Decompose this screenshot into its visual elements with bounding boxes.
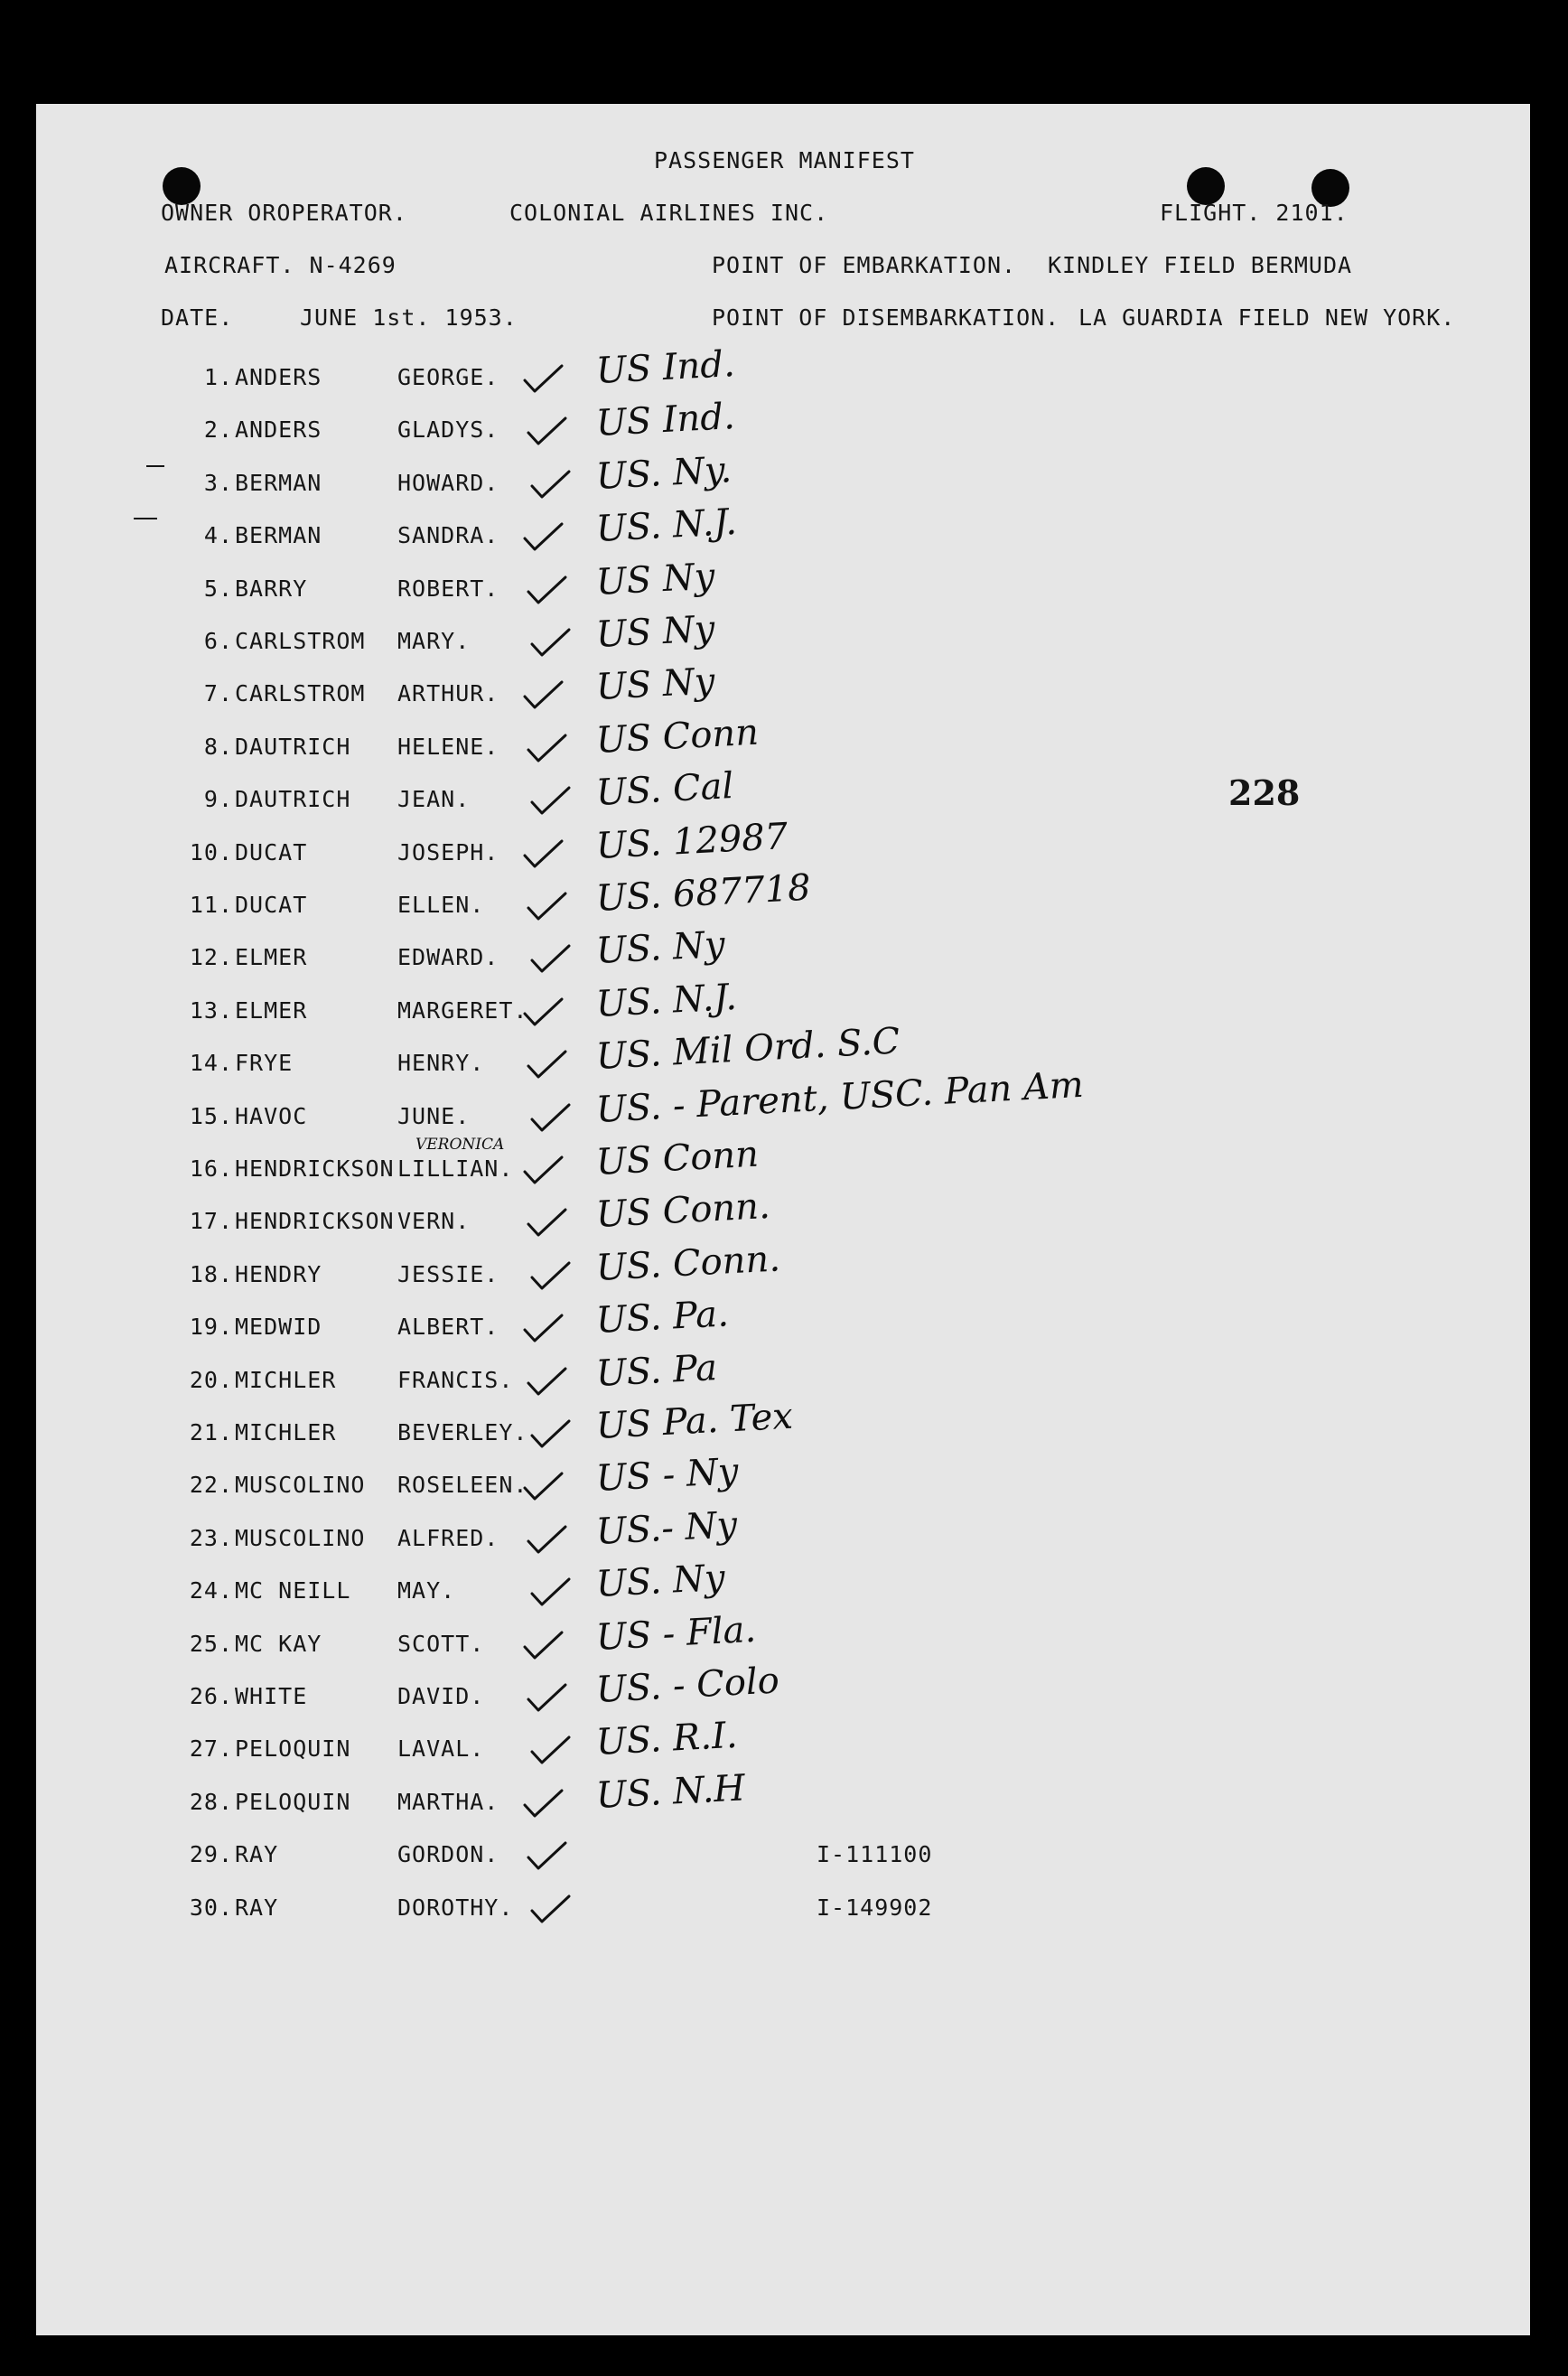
passenger-last-name: MC KAY	[235, 1631, 322, 1657]
passenger-last-name: BERMAN	[235, 522, 322, 548]
handwritten-citizenship-note: US Ny	[594, 608, 716, 656]
passenger-number: 11.	[189, 892, 233, 918]
passenger-last-name: RAY	[235, 1841, 279, 1867]
passenger-first-name: MAY.	[397, 1577, 456, 1604]
check-mark-icon	[522, 1631, 564, 1661]
handwritten-citizenship-note: US. N.J.	[594, 976, 738, 1025]
passenger-last-name: MUSCOLINO	[235, 1472, 366, 1498]
passenger-last-name: MC NEILL	[235, 1577, 351, 1604]
handwritten-citizenship-note: US. Pa	[594, 1347, 719, 1395]
check-mark-icon	[522, 839, 564, 870]
check-mark-icon	[529, 1735, 571, 1766]
handwritten-citizenship-note: US Conn	[594, 1133, 761, 1183]
passenger-first-name: HOWARD.	[397, 470, 499, 496]
passenger-first-name: GORDON.	[397, 1841, 499, 1867]
check-mark-icon	[522, 1472, 564, 1502]
passenger-row	[36, 1660, 1530, 1723]
handwritten-citizenship-note: US Ny	[594, 556, 716, 603]
passenger-last-name: WHITE	[235, 1683, 308, 1709]
passenger-row	[36, 1714, 1530, 1775]
passenger-first-name: SANDRA.	[397, 522, 499, 548]
passenger-last-name: MICHLER	[235, 1419, 337, 1445]
passenger-number: 28.	[189, 1789, 233, 1815]
handwritten-citizenship-note: US. 12987	[594, 815, 789, 867]
passenger-first-name: LILLIAN.	[397, 1155, 514, 1182]
passenger-number: 18.	[189, 1261, 233, 1287]
passenger-number: 12.	[189, 944, 233, 970]
passenger-first-name: FRANCIS.	[397, 1367, 514, 1393]
passenger-row	[36, 556, 1530, 615]
passenger-last-name: BARRY	[235, 575, 308, 602]
passenger-number: 8.	[203, 734, 233, 760]
passenger-number: 3.	[203, 470, 233, 496]
passenger-first-name: SCOTT.	[397, 1631, 485, 1657]
check-mark-icon	[526, 734, 567, 764]
passenger-number: 15.	[189, 1103, 233, 1129]
passenger-last-name: DAUTRICH	[235, 786, 351, 812]
handwritten-citizenship-note: US. 687718	[594, 866, 812, 920]
passenger-last-name: MEDWID	[235, 1314, 322, 1340]
passenger-first-name: EDWARD.	[397, 944, 499, 970]
passenger-number: 21.	[189, 1419, 233, 1445]
embarkation-label: POINT OF EMBARKATION.	[712, 252, 1017, 278]
check-mark-icon	[526, 416, 567, 447]
passenger-last-name: ELMER	[235, 944, 308, 970]
date-label: DATE.	[161, 304, 234, 331]
passenger-number: 2.	[203, 416, 233, 443]
passenger-row	[36, 1184, 1530, 1248]
handwritten-citizenship-note: US. - Colo	[594, 1660, 780, 1711]
handwritten-citizenship-note: US. Ny	[594, 923, 726, 972]
passenger-last-name: PELOQUIN	[235, 1735, 351, 1762]
handwritten-citizenship-note: US Conn	[594, 711, 761, 762]
passenger-first-name: BEVERLEY.	[397, 1419, 528, 1445]
passenger-last-name: DAUTRICH	[235, 734, 351, 760]
date-value: JUNE 1st. 1953.	[300, 304, 518, 331]
check-mark-icon	[526, 1525, 567, 1556]
passenger-first-name: ALBERT.	[397, 1314, 499, 1340]
check-mark-icon	[529, 1103, 571, 1134]
passenger-number: 7.	[203, 680, 233, 706]
passenger-first-name: LAVAL.	[397, 1735, 485, 1762]
handwritten-citizenship-note: US. Pa.	[594, 1293, 730, 1342]
passenger-row	[36, 1503, 1530, 1565]
check-mark-icon	[526, 1841, 567, 1872]
passenger-first-name: ARTHUR.	[397, 680, 499, 706]
passenger-row	[36, 1557, 1530, 1617]
check-mark-icon	[529, 1419, 571, 1450]
passenger-last-name: CARLSTROM	[235, 680, 366, 706]
check-mark-icon	[526, 1683, 567, 1714]
handwritten-citizenship-note: US.- Ny	[594, 1503, 739, 1553]
passenger-number: 10.	[189, 839, 233, 865]
passenger-number: 23.	[189, 1525, 233, 1551]
check-mark-icon	[522, 1789, 564, 1819]
check-mark-icon	[529, 1577, 571, 1608]
passenger-first-name: ROSELEEN.	[397, 1472, 528, 1498]
passenger-row	[36, 660, 1530, 720]
handwritten-citizenship-note: US Pa. Tex	[594, 1395, 794, 1447]
passenger-first-name: MARGERET.	[397, 997, 528, 1024]
passenger-last-name: FRYE	[235, 1050, 294, 1076]
passenger-last-name: HENDRY	[235, 1261, 322, 1287]
check-mark-icon	[529, 470, 571, 500]
passenger-last-name: HAVOC	[235, 1103, 308, 1129]
handwritten-citizenship-note: US. N.H	[594, 1767, 747, 1817]
passenger-last-name: MUSCOLINO	[235, 1525, 366, 1551]
aircraft-registration: AIRCRAFT. N-4269	[164, 252, 397, 278]
passenger-first-name: VERN.	[397, 1208, 471, 1234]
check-mark-icon	[522, 680, 564, 711]
handwritten-citizenship-note: US Ind.	[594, 395, 736, 444]
handwritten-citizenship-note: US. Cal	[594, 765, 735, 814]
check-mark-icon	[522, 1155, 564, 1186]
passenger-number: 26.	[189, 1683, 233, 1709]
passenger-first-name: MARY.	[397, 628, 471, 654]
passenger-row	[36, 1608, 1530, 1670]
passenger-number: 19.	[189, 1314, 233, 1340]
check-mark-icon	[526, 1367, 567, 1398]
handwritten-citizenship-note: US. Ny	[594, 1557, 726, 1605]
passenger-first-name: ROBERT.	[397, 575, 499, 602]
passenger-document-id: I-111100	[817, 1841, 933, 1867]
handwritten-citizenship-note: US. Conn.	[594, 1238, 781, 1289]
passenger-number: 16.	[189, 1155, 233, 1182]
handwritten-citizenship-note: US. Mil Ord. S.C	[594, 1020, 901, 1078]
passenger-last-name: PELOQUIN	[235, 1789, 351, 1815]
check-mark-icon	[526, 892, 567, 922]
passenger-row	[36, 866, 1530, 931]
passenger-number: 9.	[203, 786, 233, 812]
passenger-row	[36, 500, 1530, 562]
passenger-number: 13.	[189, 997, 233, 1024]
passenger-first-name: MARTHA.	[397, 1789, 499, 1815]
passenger-first-name: JOSEPH.	[397, 839, 499, 865]
passenger-row	[36, 1293, 1530, 1353]
passenger-row	[36, 342, 1530, 404]
owner-operator-label: OWNER OROPERATOR.	[161, 200, 407, 226]
check-mark-icon	[529, 944, 571, 975]
passenger-last-name: DUCAT	[235, 839, 308, 865]
passenger-number: 24.	[189, 1577, 233, 1604]
passenger-number: 1.	[203, 364, 233, 390]
passenger-number: 4.	[203, 522, 233, 548]
passenger-last-name: HENDRICKSON	[235, 1208, 395, 1234]
check-mark-icon	[526, 1208, 567, 1239]
check-mark-icon	[522, 364, 564, 395]
passenger-last-name: RAY	[235, 1894, 279, 1921]
manifest-title: PASSENGER MANIFEST	[654, 147, 915, 173]
passenger-document-id: I-149902	[817, 1894, 933, 1921]
disembarkation-value: LA GUARDIA FIELD NEW YORK.	[1078, 304, 1456, 331]
check-mark-icon	[526, 1050, 567, 1080]
passenger-number: 17.	[189, 1208, 233, 1234]
passenger-first-name: DOROTHY.	[397, 1894, 514, 1921]
passenger-row	[36, 449, 1530, 510]
passenger-row	[36, 1836, 1530, 1881]
passenger-first-name: JUNE.	[397, 1103, 471, 1129]
passenger-row	[36, 1238, 1530, 1301]
passenger-first-name: DAVID.	[397, 1683, 485, 1709]
handwritten-citizenship-note: US Ny	[594, 660, 716, 708]
passenger-last-name: DUCAT	[235, 892, 308, 918]
passenger-last-name: HENDRICKSON	[235, 1155, 395, 1182]
passenger-first-name: HENRY.	[397, 1050, 485, 1076]
check-mark-icon	[529, 628, 571, 659]
passenger-number: 20.	[189, 1367, 233, 1393]
passenger-row	[36, 1889, 1530, 1934]
check-mark-icon	[529, 786, 571, 817]
manifest-page	[36, 104, 1530, 2335]
handwritten-citizenship-note: US. - Parent, USC. Pan Am	[594, 1063, 1085, 1131]
passenger-last-name: ANDERS	[235, 364, 322, 390]
disembarkation-label: POINT OF DISEMBARKATION.	[712, 304, 1060, 331]
passenger-last-name: ANDERS	[235, 416, 322, 443]
passenger-first-name: GLADYS.	[397, 416, 499, 443]
passenger-row	[36, 395, 1530, 456]
passenger-first-name: JEAN.	[397, 786, 471, 812]
handwritten-citizenship-note: US Ind.	[594, 342, 736, 392]
passenger-first-name: JESSIE.	[397, 1261, 499, 1287]
handwritten-citizenship-note: US. R.I.	[594, 1714, 739, 1763]
embarkation-value: KINDLEY FIELD BERMUDA	[1048, 252, 1353, 278]
handwritten-annotation: VERONICA	[415, 1136, 505, 1154]
owner-operator-value: COLONIAL AIRLINES INC.	[509, 200, 829, 226]
passenger-first-name: ELLEN.	[397, 892, 485, 918]
passenger-first-name: HELENE.	[397, 734, 499, 760]
passenger-number: 27.	[189, 1735, 233, 1762]
passenger-number: 6.	[203, 628, 233, 654]
passenger-last-name: MICHLER	[235, 1367, 337, 1393]
passenger-first-name: ALFRED.	[397, 1525, 499, 1551]
passenger-row	[36, 923, 1530, 984]
passenger-number: 29.	[189, 1841, 233, 1867]
check-mark-icon	[522, 522, 564, 553]
passenger-number: 30.	[189, 1894, 233, 1921]
passenger-first-name: GEORGE.	[397, 364, 499, 390]
check-mark-icon	[526, 575, 567, 606]
passenger-last-name: BERMAN	[235, 470, 322, 496]
passenger-row	[36, 1395, 1530, 1459]
passenger-number: 5.	[203, 575, 233, 602]
passenger-row	[36, 1450, 1530, 1511]
passenger-last-name: CARLSTROM	[235, 628, 366, 654]
passenger-last-name: ELMER	[235, 997, 308, 1024]
passenger-number: 25.	[189, 1631, 233, 1657]
handwritten-citizenship-note: US Conn.	[594, 1184, 771, 1236]
passenger-row	[36, 711, 1530, 773]
handwritten-citizenship-note: US. Ny.	[594, 449, 733, 498]
check-mark-icon	[529, 1261, 571, 1292]
passenger-row	[36, 1767, 1530, 1829]
passenger-row	[36, 1133, 1530, 1195]
check-mark-icon	[522, 1314, 564, 1344]
check-mark-icon	[529, 1894, 571, 1925]
handwritten-citizenship-note: US. N.J.	[594, 500, 738, 550]
passenger-number: 22.	[189, 1472, 233, 1498]
check-mark-icon	[522, 997, 564, 1028]
handwritten-citizenship-note: US - Fla.	[594, 1608, 758, 1659]
stamp-number: 228	[1228, 772, 1301, 813]
passenger-row	[36, 608, 1530, 668]
flight-number: FLIGHT. 2101.	[1160, 200, 1349, 226]
passenger-number: 14.	[189, 1050, 233, 1076]
handwritten-citizenship-note: US - Ny	[594, 1450, 740, 1500]
